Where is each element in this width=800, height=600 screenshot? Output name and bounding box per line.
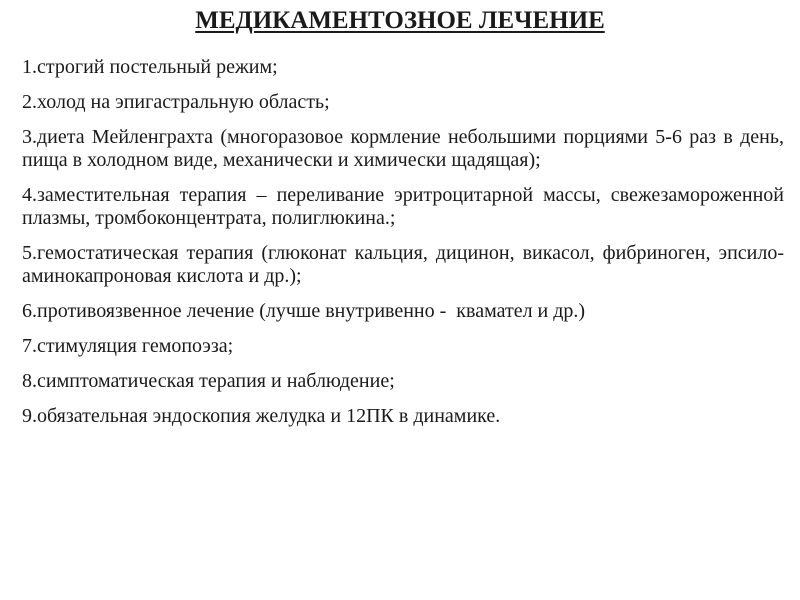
list-item: 6.противоязвенное лечение (лучше внутривенно - квамател и др.): [22, 300, 586, 322]
list-item: 2.холод на эпигастральную область;: [22, 91, 330, 113]
list-item: 7.стимуляция гемопоэза;: [22, 335, 234, 357]
slide-title: МЕДИКАМЕНТОЗНОЕ ЛЕЧЕНИЕ: [195, 7, 605, 34]
list-item: 4.заместительная терапия – переливание эритроцитарной массы, свежезамороженной плазмы, тромбоконцентрата, полиглюкина.;: [22, 184, 784, 229]
list-item: 9.обязательная эндоскопия желудка и 12ПК в динамике.: [22, 405, 501, 427]
treatment-list: [22, 56, 784, 440]
list-item: 3.диета Мейленграхта (многоразовое кормление небольшими порциями 5-6 раз в день, пища в холодном виде, механически и химически щадящая);: [22, 126, 784, 171]
list-item: 5.гемостатическая терапия (глюконат кальция, дицинон, викасол, фибриноген, эпсило-аминокапроновая кислота и др.);: [22, 242, 784, 287]
list-item: 8.симптоматическая терапия и наблюдение;: [22, 370, 395, 392]
list-item: 1.строгий постельный режим;: [22, 56, 278, 78]
